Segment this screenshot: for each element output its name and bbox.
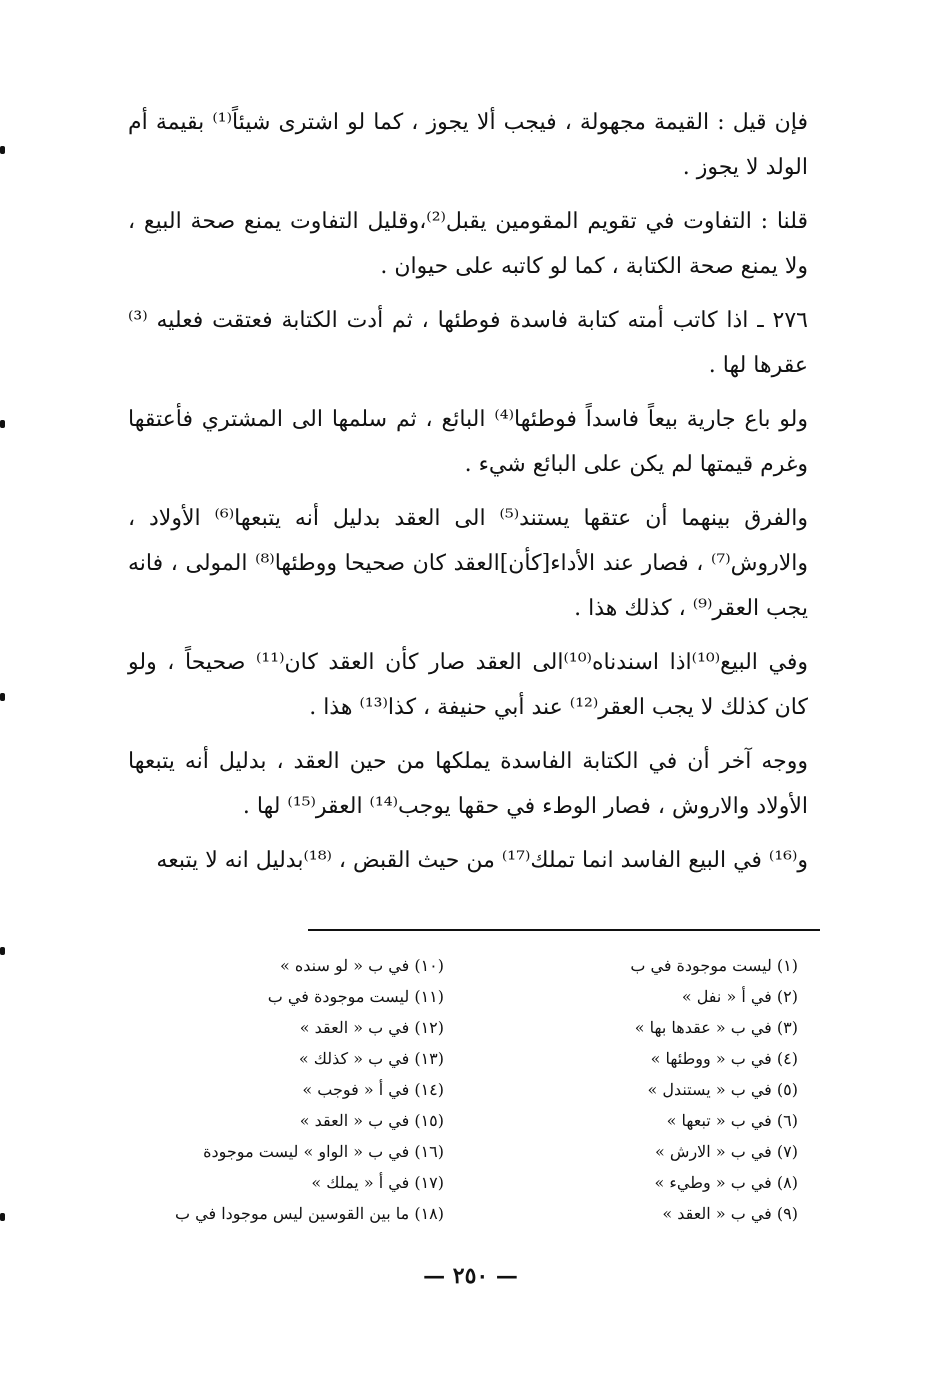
paragraph: والفرق بينهما أن عتقها يستند⁽⁵⁾ الى العقد بدليل أنه يتبعها⁽⁶⁾ الأولاد ، والاروش⁽⁷⁾ ، فصار عند الأداء[كأن]العقد كان صحيحا ووطئها⁽⁸⁾ المولى ، فانه يجب العقر⁽⁹⁾ ، كذلك هذا . <box>128 506 808 621</box>
paragraph: و⁽¹⁶⁾ في البيع الفاسد انما تملك⁽¹⁷⁾ من حيث القبض ، ⁽¹⁸⁾بدليل انه لا يتبعه <box>156 848 808 873</box>
main-text <box>128 100 808 892</box>
footnotes-right-column <box>560 950 798 1229</box>
footnote: (١٤) في أ « فوجب » <box>302 1080 444 1099</box>
footnote: (١٨) ما بين القوسين ليس موجودا في ب <box>175 1204 444 1223</box>
footnote: (٩) في ب « العقد » <box>662 1204 798 1223</box>
margin-mark <box>0 1213 5 1221</box>
footnote: (٣) في ب « عقدها بها » <box>634 1018 798 1037</box>
footnote: (١١) ليست موجودة في ب <box>267 987 444 1006</box>
footnote: (٧) في ب « الارش » <box>655 1142 798 1161</box>
footnote: (١٧) في أ « يملك » <box>311 1173 444 1192</box>
paragraph: قلنا : التفاوت في تقويم المقومين يقبل⁽²⁾،وقليل التفاوت يمنع صحة البيع ، ولا يمنع صحة الكتابة ، كما لو كاتبه على حيوان . <box>128 209 808 279</box>
page-number: — ٢٥٠ — <box>423 1263 518 1289</box>
footnote: (٤) في ب « ووطئها » <box>650 1049 798 1068</box>
footnote: (١) ليست موجودة في ب <box>630 956 798 975</box>
margin-mark <box>0 146 5 154</box>
margin-mark <box>0 693 5 701</box>
margin-mark <box>0 947 5 955</box>
paragraph: ٢٧٦ ـ اذا كاتب أمته كتابة فاسدة فوطئها ، ثم أدت الكتابة فعتقت فعليه ⁽³⁾عقرها لها . <box>128 308 808 378</box>
footnote: (١٥) في ب « العقد » <box>299 1111 444 1130</box>
paragraph: فإن قيل : القيمة مجهولة ، فيجب ألا يجوز ، كما لو اشترى شيئاً⁽¹⁾ بقيمة أم الولد لا يجوز . <box>128 110 809 180</box>
paragraph: وفي البيع⁽¹⁰⁾اذا اسندناه⁽¹⁰⁾الى العقد صار كأن العقد كان⁽¹¹⁾ صحيحاً ، ولو كان كذلك لا يجب العقر⁽¹²⁾ عند أبي حنيفة ، كذا⁽¹³⁾ هذا . <box>128 650 808 720</box>
footnote: (٦) في ب « تبعها » <box>666 1111 798 1130</box>
paragraph: ووجه آخر أن في الكتابة الفاسدة يملكها من حين العقد ، بدليل أنه يتبعها الأولاد والاروش ، فصار الوطء في حقها يوجب⁽¹⁴⁾ العقر⁽¹⁵⁾ لها . <box>128 749 808 819</box>
footnotes-left-column <box>150 950 444 1229</box>
footnote: (١٠) في ب « لو سنده » <box>280 956 444 975</box>
footnote: (١٢) في ب « العقد » <box>299 1018 444 1037</box>
footnote: (١٦) في ب « الواو » ليست موجودة <box>203 1142 444 1161</box>
footnote: (٢) في أ « نفل » <box>681 987 798 1006</box>
paragraph: ولو باع جارية بيعاً فاسداً فوطئها⁽⁴⁾ البائع ، ثم سلمها الى المشتري فأعتقها وغرم قيمتها لم يكن على البائع شيء . <box>128 407 809 477</box>
footnote: (١٣) في ب « كذلك » <box>298 1049 444 1068</box>
footnote: (٨) في ب « وطيء » <box>654 1173 798 1192</box>
footnote: (٥) في ب « يستندل » <box>647 1080 798 1099</box>
margin-mark <box>0 420 5 428</box>
footnote-divider <box>308 929 820 931</box>
